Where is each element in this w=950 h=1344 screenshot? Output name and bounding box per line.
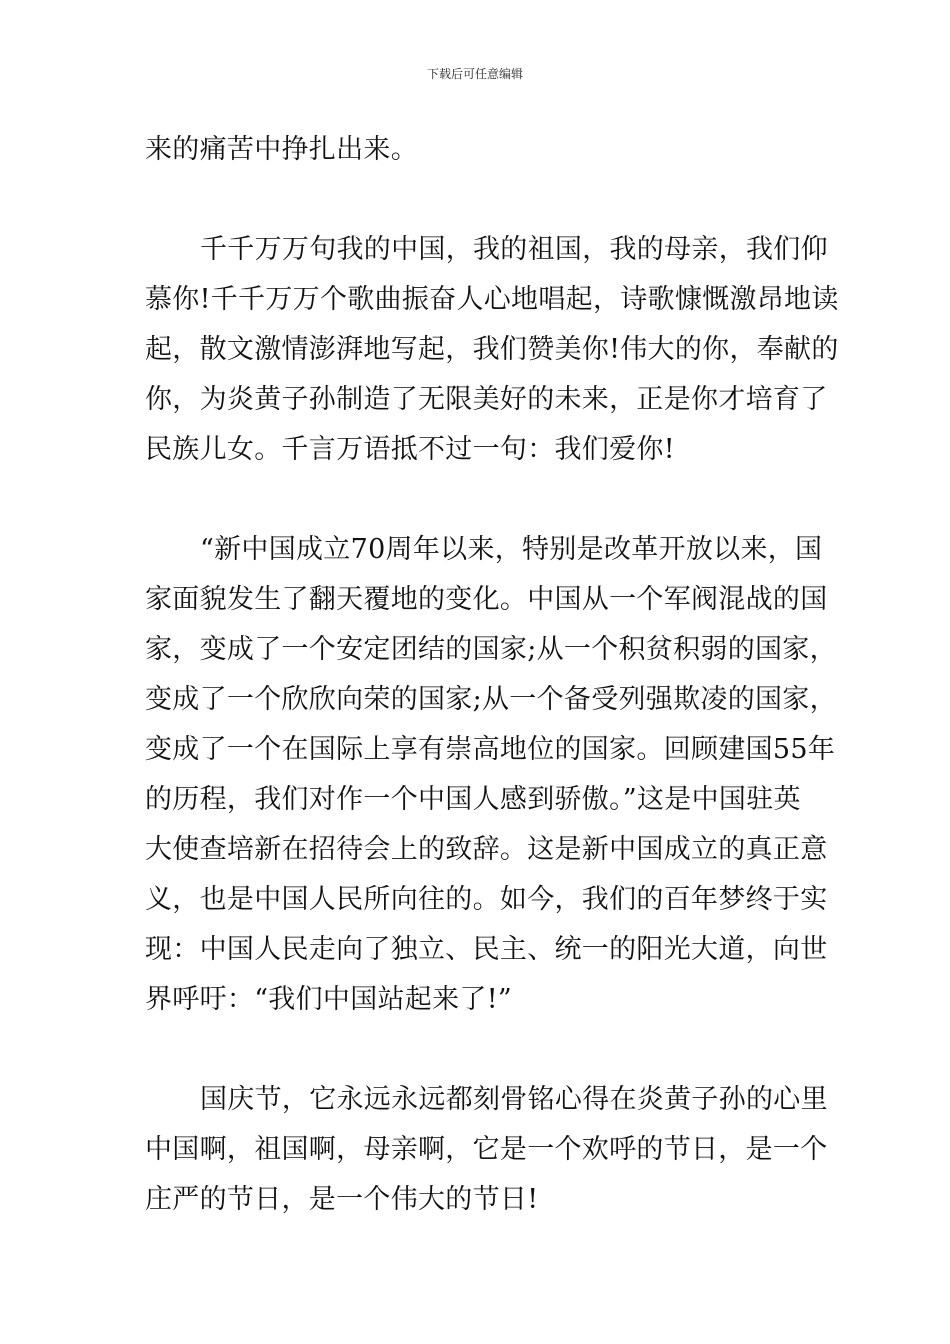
page-header-note: 下载后可任意编辑	[426, 67, 523, 81]
text-line: 庄严的节日，是一个伟大的节日!	[145, 1184, 539, 1215]
paragraph	[145, 230, 839, 480]
text-line: 来的痛苦中挣扎出来。	[145, 134, 418, 165]
text-line: 大使查培新在招待会上的致辞。这是新中国成立的真正意	[145, 834, 828, 865]
text-line: 界呼吁：“我们中国站起来了!”	[145, 984, 512, 1015]
text-line: 民族儿女。千言万语抵不过一句：我们爱你!	[145, 434, 675, 465]
paragraph	[145, 1080, 828, 1230]
text-line: 家，变成了一个安定团结的国家;从一个积贫积弱的国家，	[145, 634, 837, 665]
paragraph	[145, 530, 837, 1030]
paragraph-gap	[145, 1030, 810, 1080]
text-line: “新中国成立70周年以来，特别是改革开放以来，国	[200, 534, 823, 565]
text-line: 起，散文激情澎湃地写起，我们赞美你!伟大的你，奉献的	[145, 334, 839, 365]
text-line: 现：中国人民走向了独立、民主、统一的阳光大道，向世	[145, 934, 828, 965]
paragraph-gap	[145, 180, 810, 230]
paragraph	[145, 130, 810, 180]
document-body	[145, 130, 839, 1230]
text-line: 变成了一个在国际上享有崇高地位的国家。回顾建国55年	[145, 734, 836, 765]
text-line: 国庆节，它永远永远都刻骨铭心得在炎黄子孙的心里	[200, 1084, 828, 1115]
text-line: 义，也是中国人民所向往的。如今，我们的百年梦终于实	[145, 884, 828, 915]
text-line: 慕你!千千万万个歌曲振奋人心地唱起，诗歌慷慨激昂地读	[145, 284, 839, 315]
text-line: 家面貌发生了翻天覆地的变化。中国从一个军阀混战的国	[145, 584, 828, 615]
text-line: 你，为炎黄子孙制造了无限美好的未来，正是你才培育了	[145, 384, 828, 415]
text-line: 千千万万句我的中国，我的祖国，我的母亲，我们仰	[200, 234, 828, 265]
text-line: 的历程，我们对作一个中国人感到骄傲。”这是中国驻英	[145, 784, 801, 815]
text-line: 变成了一个欣欣向荣的国家;从一个备受列强欺凌的国家，	[145, 684, 837, 715]
paragraph-gap	[145, 480, 810, 530]
text-line: 中国啊，祖国啊，母亲啊，它是一个欢呼的节日，是一个	[145, 1134, 828, 1165]
